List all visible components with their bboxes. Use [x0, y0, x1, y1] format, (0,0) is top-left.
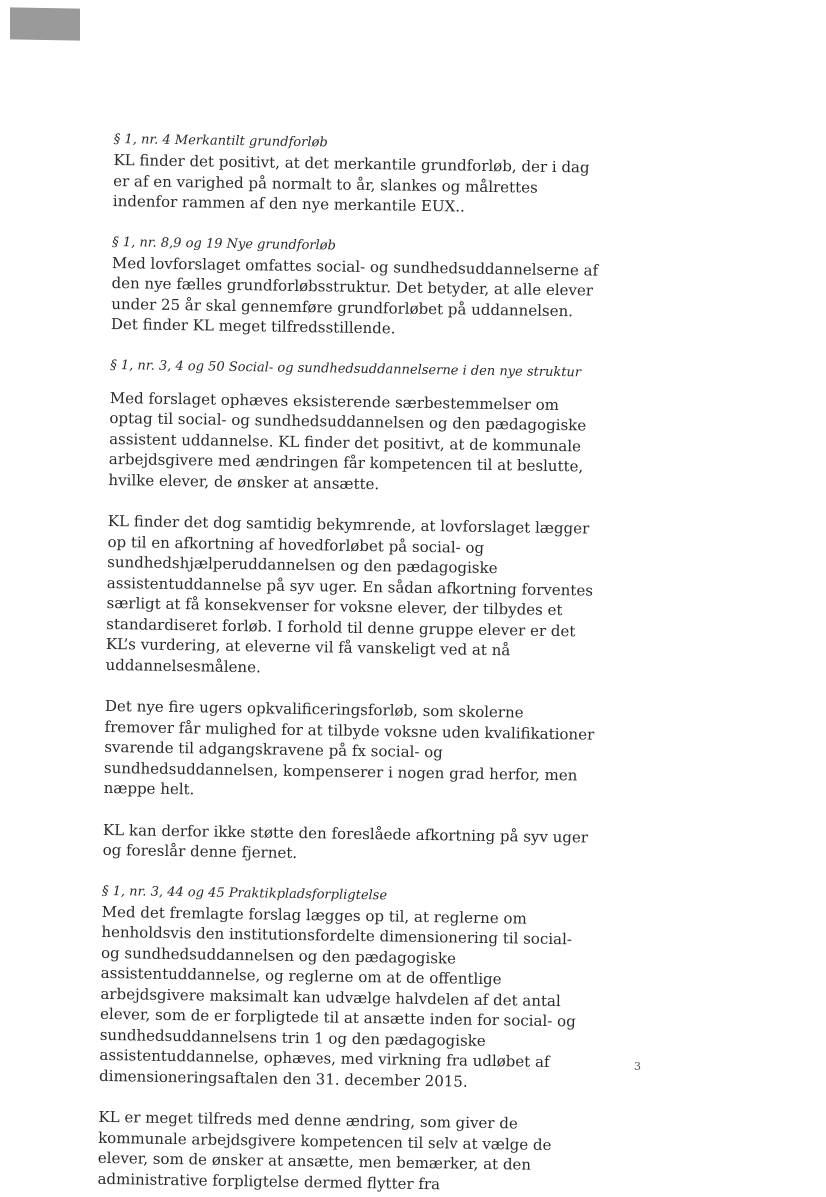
section-heading: § 1, nr. 3, 4 og 50 Social- og sundhedsuddannelserne i den nye struktur [110, 357, 582, 380]
section-praktikpladsforpligtelse [97, 881, 592, 1196]
page-number: 3 [634, 1060, 641, 1073]
paragraph: Det nye fire ugers opkvalificeringsforløb, som skolerne fremover får mulighed for at tilbyde voksne uden kvalifikationer svarende til adgangskravene på fx social- og sundhedsuddannelsen, kompenserer i nogen grad herfor, men næppe helt. [103, 696, 595, 799]
section-heading: § 1, nr. 3, 44 og 45 Praktikpladsforpligtelse [101, 883, 388, 903]
paragraph: KL finder det dog samtidig bekymrende, at lovforslaget lægger op til en afkortning af hovedforløbet på social- og sundhedshjælperuddannelsen og den pædagogiske assistentuddannelse på syv uger. En sådan afkortning forventes særligt at få konsekvenser for voksne elever, der tilbydes et standardiseret forløb. I forhold til denne gruppe elever er det KL’s vurdering, at eleverne vil få vanskeligt ved at nå uddannelsesmålene. [105, 511, 594, 676]
section-social-sundhed-ny-struktur [103, 355, 601, 868]
paragraph: Med forslaget ophæves eksisterende særbestemmelser om optag til social- og sundhedsuddannelsen og den pædagogiske assistent uddannelse. KL finder det positivt, at de kommunale arbejdsgivere med ændringen får kompetencen til at beslutte, hvilke elever, de ønsker at ansætte. [108, 388, 587, 493]
paragraph: KL finder det positivt, at det merkantile grundforløb, der i dag er af en varighed på normalt to år, slankes og målrettes indenfor rammen af den nye merkantile EUX.. [112, 150, 590, 216]
section-heading: § 1, nr. 4 Merkantilt grundforløb [113, 131, 328, 151]
paragraph: Med lovforslaget omfattes social- og sundhedsuddannelserne af den nye fælles grundforløbsstruktur. Det betyder, at alle elever under 25 år skal gennemføre grundforløbet på uddannelsen. Det finder KL meget tilfredsstillende. [110, 253, 599, 338]
scan-artifact [10, 7, 80, 40]
document-body [97, 130, 604, 1197]
paragraph: KL kan derfor ikke støtte den foreslåede afkortning på syv uger og foreslår denne fjernet. [102, 820, 589, 862]
paragraph: KL er meget tilfreds med denne ændring, som giver de kommunale arbejdsgivere kompetencen til selv at vælge de elever, som de ønsker at ansætte, men bemærker, at den administrative forpligtelse dermed flytter fra [97, 1107, 552, 1193]
section-heading: § 1, nr. 8,9 og 19 Nye grundforløb [112, 234, 337, 253]
paragraph: Med det fremlagte forslag lægges op til, at reglerne om henholdsvis den institutionsfordelte dimensionering til social- og sundhedsuddannelsen og den pædagogiske assistentuddannelse, og reglerne om at de offentlige arbejdsgivere maksimalt kan udvælge halvdelen af det antal elever, som de er forpligtede til at ansætte inden for social- og sundhedsuddannelsens trin 1 og den pædagogiske assistentuddannelse, ophæves, med virkning fra udløbet af dimensioneringsaftalen den 31. december 2015. [99, 902, 576, 1091]
section-merkantilt-grundforloeb [113, 130, 604, 219]
section-nye-grundforloeb [111, 232, 603, 342]
